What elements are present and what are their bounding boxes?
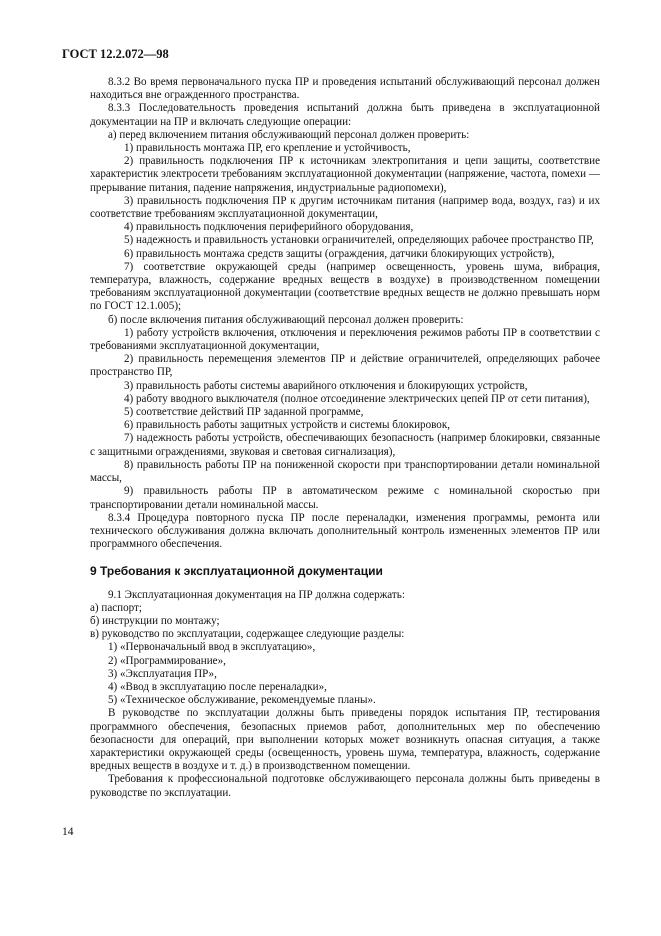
list-item: 2) «Программирование», [108, 654, 226, 667]
clause-8-3-4: 8.3.4 Процедура повторного пуска ПР после переналадки, изменения программы, ремонта или технического обслуживания должна включать дополнительный контроль измененных элементов ПР или программного обеспечения. [90, 511, 600, 551]
list-item: 7) соответствие окружающей среды (например освещенность, уровень шума, вибрация, температура, влажность, содержание вредных веществ в воздухе) в производственном помещении требованиям эксплуатационной документации (соответствие вредных веществ не должно превышать норм по ГОСТ 12.1.005); [90, 260, 600, 313]
list-item: 3) правильность работы системы аварийного отключения и блокирующих устройств, [124, 379, 528, 392]
docs-list [90, 602, 600, 642]
manual-requirements-paragraph: В руководстве по эксплуатации должны быть приведены порядок испытания ПР, тестирования программного обеспечения, безопасных приемов работ, дополнительных мер по обеспечению безопасности для операций, при выполнении которых может возникнуть опасная ситуация, а также характеристики окружающей среды (освещенность, уровень шума, температура, влажность, содержание вредных веществ в воздухе и т. д.) в производственном помещении. [90, 707, 600, 773]
list-item: 6) правильность монтажа средств защиты (ограждения, датчики блокирующих устройств), [124, 247, 555, 260]
clause-9-1: 9.1 Эксплуатационная документация на ПР должна содержать: [108, 588, 405, 601]
list-item: 3) «Эксплуатация ПР», [108, 667, 217, 680]
manual-sections-list [90, 641, 600, 707]
list-item: в) руководство по эксплуатации, содержащее следующие разделы: [90, 628, 405, 641]
clause-8-3-3: 8.3.3 Последовательность проведения испытаний должна быть приведена в эксплуатационной документации на ПР и включать следующие операции: [90, 102, 600, 128]
list-item: 9) правильность работы ПР в автоматическом режиме с номинальной скоростью при транспортировании детали номинальной массы. [90, 485, 600, 511]
list-item: 1) работу устройств включения, отключения и переключения режимов работы ПР в соответствии с требованиями эксплуатационной документации, [90, 326, 600, 353]
page-content [90, 76, 600, 800]
list-item: 2) правильность перемещения элементов ПР и действие ограничителей, определяющих рабочее пространство ПР, [90, 353, 600, 379]
list-item: 4) правильность подключения периферийного оборудования, [124, 221, 414, 234]
list-item: 1) «Первоначальный ввод в эксплуатацию», [108, 641, 316, 654]
list-item: 4) «Ввод в эксплуатацию после переналадки», [108, 680, 327, 693]
section-9-heading: 9 Требования к эксплуатационной документации [90, 564, 383, 579]
list-item: 8) правильность работы ПР на пониженной скорости при транспортировании детали номинальной массы, [90, 458, 600, 485]
list-b [90, 327, 600, 512]
list-item: б) инструкции по монтажу; [90, 614, 220, 627]
list-item: 2) правильность подключения ПР к источникам электропитания и цепи защиты, соответствие характеристик электросети требованиям эксплуатационной документации (напряжение, частота, помехи — прерывание питания, падение напряжения, индустриальные радиопомехи), [90, 155, 600, 194]
list-a [90, 142, 600, 314]
training-requirements-paragraph: Требования к профессиональной подготовке обслуживающего персонала должны быть приведены в руководстве по эксплуатации. [90, 773, 600, 799]
list-item: 3) правильность подключения ПР к другим источникам питания (например вода, воздух, газ) и их соответствие требованиям эксплуатационной документации, [90, 194, 600, 221]
list-item: 5) соответствие действий ПР заданной программе, [124, 406, 364, 419]
list-b-intro: б) после включения питания обслуживающий персонал должен проверить: [108, 313, 464, 326]
list-item: а) паспорт; [90, 601, 142, 614]
list-a-intro: а) перед включением питания обслуживающий персонал должен проверить: [108, 128, 470, 141]
standard-header: ГОСТ 12.2.072—98 [62, 47, 169, 61]
list-item: 4) работу вводного выключателя (полное отсоединение электрических цепей ПР от сети питания), [124, 392, 590, 405]
list-item: 6) правильность работы защитных устройств и системы блокировок, [124, 419, 451, 432]
list-item: 1) правильность монтажа ПР, его крепление и устойчивость, [124, 142, 411, 155]
clause-8-3-2: 8.3.2 Во время первоначального пуска ПР и проведения испытаний обслуживающий персонал должен находиться вне огражденного пространства. [90, 76, 600, 102]
list-item: 7) надежность работы устройств, обеспечивающих безопасность (например блокировки, связанные с защитными ограждениями, звуковая и световая сигнализация), [90, 432, 600, 458]
page-number: 14 [62, 826, 74, 838]
list-item: 5) «Техническое обслуживание, рекомендуемые планы». [108, 694, 376, 707]
list-item: 5) надежность и правильность установки ограничителей, определяющих рабочее пространство ПР, [124, 234, 594, 247]
